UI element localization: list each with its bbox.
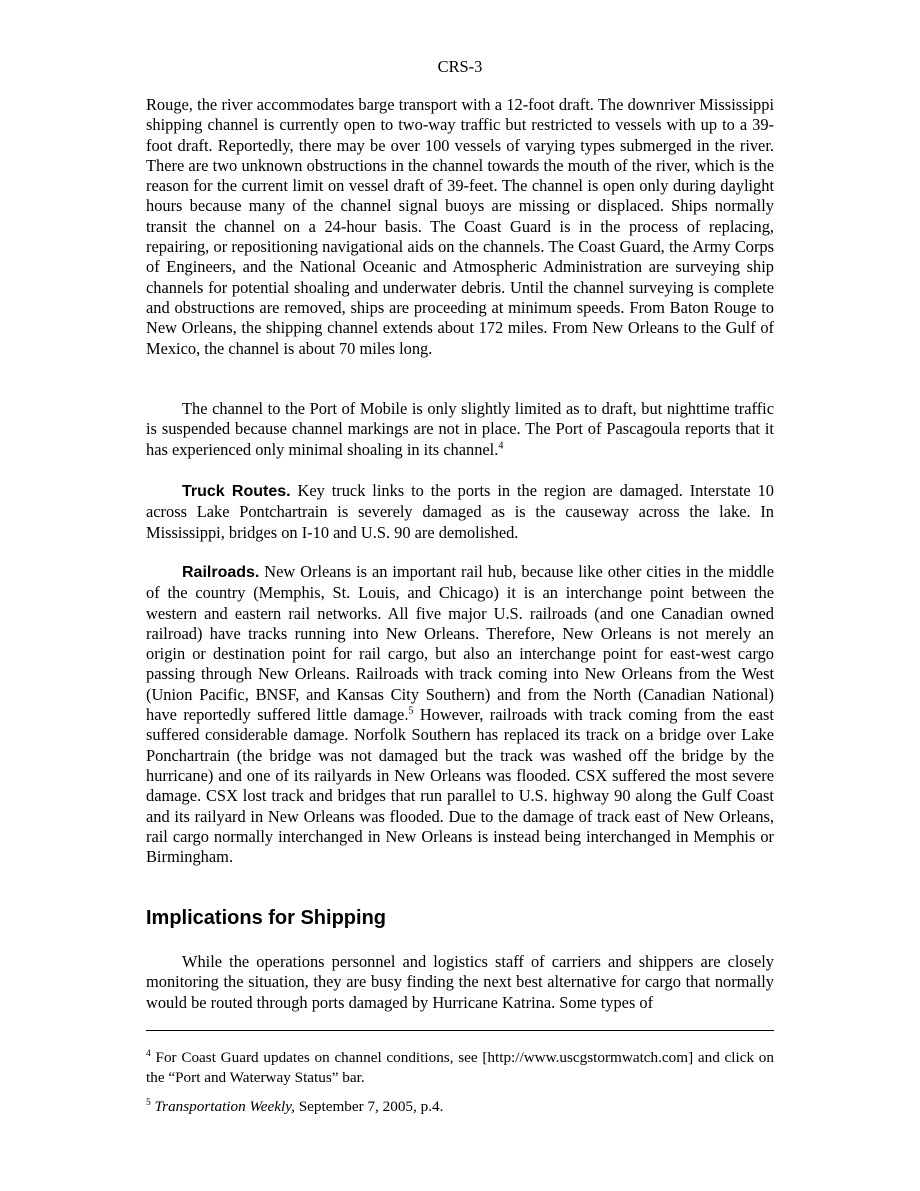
truck-routes-text: Key truck links to the ports in the region are damaged. Interstate 10 across Lake Pontchartrain is severely damaged as is the causeway across the lake. In Mississippi, bridges on I-10 and U.S. 90 are demolished. — [146, 481, 774, 542]
paragraph-mobile-text: The channel to the Port of Mobile is only slightly limited as to draft, but nighttime traffic is suspended because channel markings are not in place. The Port of Pascagoula reports that it has experienced only minimal shoaling in its channel. — [146, 399, 774, 459]
railroads-text-a: New Orleans is an important rail hub, because like other cities in the middle of the country (Memphis, St. Louis, and Chicago) it is an interchange point between the western and eastern rail networks. All five major U.S. railroads (and one Canadian owned railroad) have tracks running into New Orleans. Therefore, New Orleans is not merely an origin or destination point for rail cargo, but also an interchange point for east-west cargo passing through New Orleans. Railroads with track coming into New Orleans from the West (Union Pacific, BNSF, and Kansas City Southern) and from the North (Canadian National) have reportedly suffered little damage. — [146, 562, 774, 725]
footnote-5-title: Transportation Weekly, — [154, 1098, 295, 1115]
footnote-5-number: 5 — [146, 1097, 151, 1108]
paragraph-truck-routes — [146, 481, 774, 543]
paragraph-mobile — [146, 399, 774, 460]
railroads-heading: Railroads. — [182, 564, 260, 581]
paragraph-railroads — [146, 562, 774, 867]
footnote-ref-5: 5 — [408, 705, 414, 717]
footnote-4-number: 4 — [146, 1048, 151, 1059]
footnote-5-text: September 7, 2005, p.4. — [294, 1098, 444, 1115]
railroads-text-b: However, railroads with track coming from the east suffered considerable damage. Norfolk Southern has replaced its track on a bridge over Lake Ponchartrain (the bridge was not damaged but the track was washed off the bridge by the hurricane) and one of its railyards in New Orleans was flooded. CSX suffered the most severe damage. CSX lost track and bridges that run parallel to U.S. highway 90 along the Gulf Coast and its railyard in New Orleans was flooded. Due to the damage of track east of New Orleans, rail cargo normally interchanged in New Orleans is instead being interchanged in Memphis or Birmingham. — [146, 705, 774, 867]
page-number-header: CRS-3 — [437, 57, 483, 76]
footnote-5 — [146, 1097, 774, 1117]
paragraph-implications: While the operations personnel and logistics staff of carriers and shippers are closely monitoring the situation, they are busy finding the next best alternative for cargo that normally would be routed through ports damaged by Hurricane Katrina. Some types of — [146, 952, 774, 1012]
footnote-ref-4: 4 — [498, 440, 504, 452]
truck-routes-heading: Truck Routes. — [182, 483, 291, 500]
paragraph-channel: Rouge, the river accommodates barge transport with a 12-foot draft. The downriver Mississippi shipping channel is currently open to two-way traffic but restricted to vessels with up to a 39-foot draft. Reportedly, there may be over 100 vessels of varying types submerged in the river. There are two unknown obstructions in the channel towards the mouth of the river, which is the reason for the current limit on vessel draft of 39-feet. The channel is open only during daylight hours because many of the channel signal buoys are missing or displaced. Ships normally transit the channel on a 24-hour basis. The Coast Guard is in the process of replacing, repairing, or repositioning navigational aids on the channels. The Coast Guard, the Army Corps of Engineers, and the National Oceanic and Atmospheric Administration are surveying ship channels for potential shoaling and underwater debris. Until the channel surveying is complete and obstructions are removed, ships are proceeding at minimum speeds. From Baton Rouge to New Orleans, the shipping channel extends about 172 miles. From New Orleans to the Gulf of Mexico, the channel is about 70 miles long. — [146, 95, 774, 358]
footnote-4 — [146, 1048, 774, 1087]
footnote-divider — [146, 1030, 774, 1031]
footnote-4-text: For Coast Guard updates on channel conditions, see [http://www.uscgstormwatch.com] and click on the “Port and Waterway Status” bar. — [146, 1049, 774, 1086]
section-heading: Implications for Shipping — [146, 907, 386, 929]
